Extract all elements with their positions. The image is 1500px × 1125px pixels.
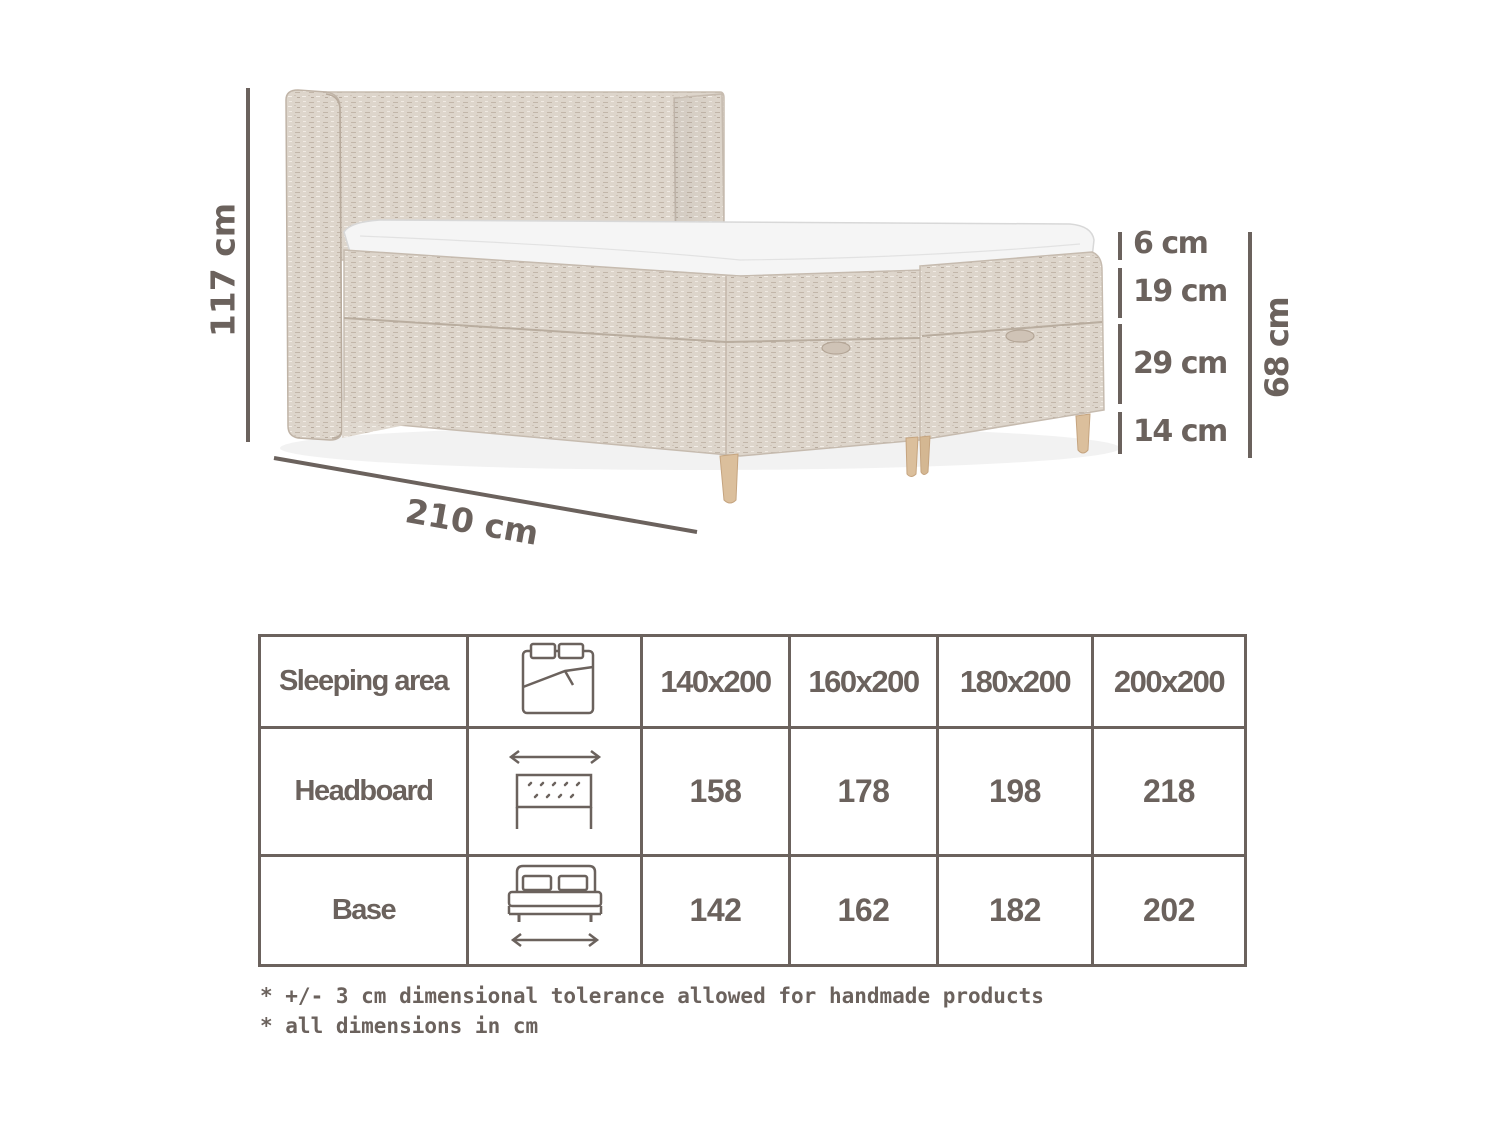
units-note: * all dimensions in cm: [260, 1014, 539, 1038]
leg-middle-left: [906, 437, 918, 477]
headboard-value-3: 198: [938, 728, 1093, 856]
table-row: [260, 856, 1246, 966]
table-row: [260, 636, 1246, 728]
tolerance-note: * +/- 3 cm dimensional tolerance allowed for handmade products: [260, 984, 1044, 1008]
base-value-4: 202: [1093, 856, 1246, 966]
sleeping-area-label: Sleeping area: [260, 636, 468, 728]
legs-label: 14 cm: [1133, 414, 1227, 449]
leg-middle-right: [920, 436, 930, 475]
size-col-4: 200x200: [1093, 636, 1246, 728]
bed-base-width-icon: [468, 856, 642, 966]
base-value-1: 142: [642, 856, 790, 966]
storage-handle-left: [822, 342, 850, 354]
mattress-label: 19 cm: [1133, 274, 1227, 309]
headboard-width-icon: [468, 728, 642, 856]
height-label: 117 cm: [203, 202, 243, 338]
base-value-3: 182: [938, 856, 1093, 966]
bed-sheet-icon: [468, 636, 642, 728]
headboard-value-2: 178: [790, 728, 938, 856]
leg-front-right: [1076, 414, 1090, 453]
topper-label: 6 cm: [1133, 226, 1208, 261]
size-table: [258, 634, 1247, 967]
base-label: 29 cm: [1133, 346, 1227, 381]
storage-handle-right: [1006, 330, 1034, 342]
size-col-3: 180x200: [938, 636, 1093, 728]
headboard-left-side: [286, 90, 342, 440]
base-label-cell: Base: [260, 856, 468, 966]
size-col-2: 160x200: [790, 636, 938, 728]
leg-front-left: [720, 454, 738, 503]
table-row: [260, 728, 1246, 856]
headboard-label: Headboard: [260, 728, 468, 856]
bed-height-label: 68 cm: [1258, 297, 1296, 399]
length-label: 210 cm: [402, 491, 542, 553]
headboard-value-4: 218: [1093, 728, 1246, 856]
size-col-1: 140x200: [642, 636, 790, 728]
base-value-2: 162: [790, 856, 938, 966]
base-right-box: [920, 252, 1104, 440]
headboard-value-1: 158: [642, 728, 790, 856]
